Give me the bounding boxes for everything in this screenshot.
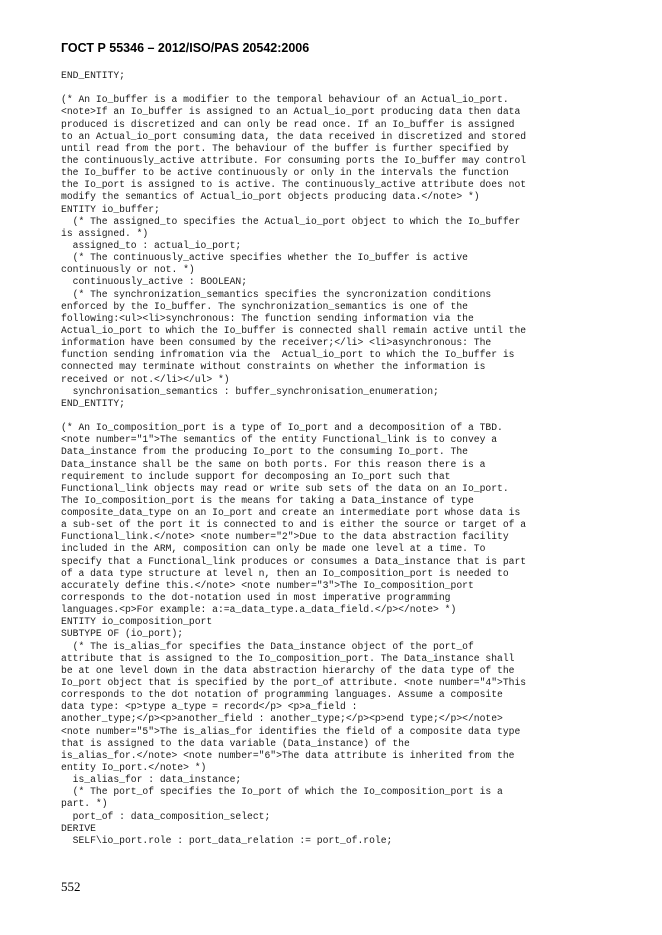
code-line: languages.<p>For example: a:=a_data_type.a_data_field.</p></note> *) [61,604,457,616]
code-line: SELF\io_port.role : port_data_relation := port_of.role; [61,834,393,846]
code-line: enforced by the Io_buffer. The synchronization_semantics is one of the [61,300,468,312]
code-line: following:<ul><li>synchronous: The function sending information via the [61,312,474,324]
code-line: (* An Io_composition_port is a type of Io_port and a decomposition of a TBD. [61,422,503,434]
code-line: (* The port_of specifies the Io_port of which the Io_composition_port is a [61,786,503,798]
code-line: <note>If an Io_buffer is assigned to an Actual_io_port producing data then data [61,106,521,118]
code-line: is_alias_for : data_instance; [61,774,242,786]
code-line: to an Actual_io_port consuming data, the data received in discretized and stored [61,130,527,142]
code-line: The Io_composition_port is the means for taking a Data_instance of type [61,494,474,506]
code-line: Functional_link objects may read or write sub sets of the data on an Io_port. [61,482,509,494]
code-line: Functional_link.</note> <note number="2">Due to the data abstraction facility [61,531,509,543]
code-line: accurately define this.</note> <note number="3">The Io_composition_port [61,579,474,591]
code-line: (* An Io_buffer is a modifier to the temporal behaviour of an Actual_io_port. [61,94,509,106]
code-line: information have been consumed by the receiver;</li> <li>asynchronous: The [61,337,492,349]
code-body [61,70,621,847]
code-line: the Io_port is assigned to is active. The continuously_active attribute does not [61,179,527,191]
code-line: Data_instance from the producing Io_port to the consuming Io_port. The [61,446,468,458]
code-line: be at one level down in the data abstraction hierarchy of the data type of the [61,664,515,676]
code-line: Actual_io_port to which the Io_buffer is connected shall remain active until the [61,324,527,336]
code-line: attribute that is assigned to the Io_composition_port. The Data_instance shall [61,652,515,664]
code-line: received or not.</li></ul> *) [61,373,230,385]
code-line: continuously or not. *) [61,264,195,276]
code-line: port_of : data_composition_select; [61,810,271,822]
code-line: modify the semantics of Actual_io_port objects producing data.</note> *) [61,191,480,203]
code-line: (* The assigned_to specifies the Actual_io_port object to which the Io_buffer [61,215,521,227]
code-line: END_ENTITY; [61,70,125,81]
code-line: part. *) [61,798,108,810]
code-line [61,82,621,94]
code-line [61,410,621,422]
code-line: Io_port object that is specified by the port_of attribute. <note number="4">This [61,677,527,689]
code-line: data type: <p>type a_type = record</p> <p>a_field : [61,701,358,713]
code-line: function sending infromation via the Actual_io_port to which the Io_buffer is [61,349,515,361]
code-line: requirement to include support for decomposing an Io_port such that [61,470,451,482]
code-line: corresponds to the dot-notation used in most imperative programming [61,592,451,604]
code-line: composite_data_type on an Io_port and create an intermediate port whose data is [61,507,521,519]
code-line: included in the ARM, composition can only be made one level at a time. To [61,543,486,555]
document-header: ГОСТ Р 55346 – 2012/ISO/PAS 20542:2006 [61,41,310,55]
code-line: entity Io_port.</note> *) [61,762,207,774]
code-line: DERIVE [61,822,96,834]
code-line: connected may terminate without constraints on whether the information is [61,361,486,373]
code-line: (* The is_alias_for specifies the Data_instance object of the port_of [61,640,474,652]
code-line: that is assigned to the data variable (Data_instance) of the [61,737,410,749]
code-line: (* The continuously_active specifies whether the Io_buffer is active [61,252,468,264]
code-line: is assigned. *) [61,227,149,239]
code-line: ENTITY io_buffer; [61,203,160,215]
code-line: synchronisation_semantics : buffer_synchronisation_enumeration; [61,385,439,397]
code-line: until read from the port. The behaviour of the buffer is further specified by [61,142,509,154]
code-line: Data_instance shall be the same on both ports. For this reason there is a [61,458,486,470]
code-line: of a data type structure at level n, then an Io_composition_port is needed to [61,567,509,579]
code-line: continuously_active : BOOLEAN; [61,276,248,288]
code-line: <note number="1">The semantics of the entity Functional_link is to convey a [61,434,498,446]
page-number: 552 [61,879,81,894]
code-line: the continuously_active attribute. For consuming ports the Io_buffer may control [61,154,527,166]
code-line: (* The synchronization_semantics specifies the syncronization conditions [61,288,492,300]
code-line: specify that a Functional_link produces or consumes a Data_instance that is part [61,555,527,567]
code-line: END_ENTITY; [61,397,125,409]
code-line: assigned_to : actual_io_port; [61,239,242,251]
code-line: a sub-set of the port it is connected to and is either the source or target of a [61,519,527,531]
code-line: <note number="5">The is_alias_for identifies the field of a composite data type [61,725,521,737]
code-line: SUBTYPE OF (io_port); [61,628,184,640]
code-line: ENTITY io_composition_port [61,616,213,628]
code-line: corresponds to the dot notation of programming languages. Assume a composite [61,689,503,701]
code-line: produced is discretized and can only be read once. If an Io_buffer is assigned [61,118,515,130]
code-line: the Io_buffer to be active continuously or only in the intervals the function [61,167,509,179]
code-line: another_type;</p><p>another_field : another_type;</p><p>end type;</p></note> [61,713,503,725]
code-line: is_alias_for.</note> <note number="6">The data attribute is inherited from the [61,749,515,761]
